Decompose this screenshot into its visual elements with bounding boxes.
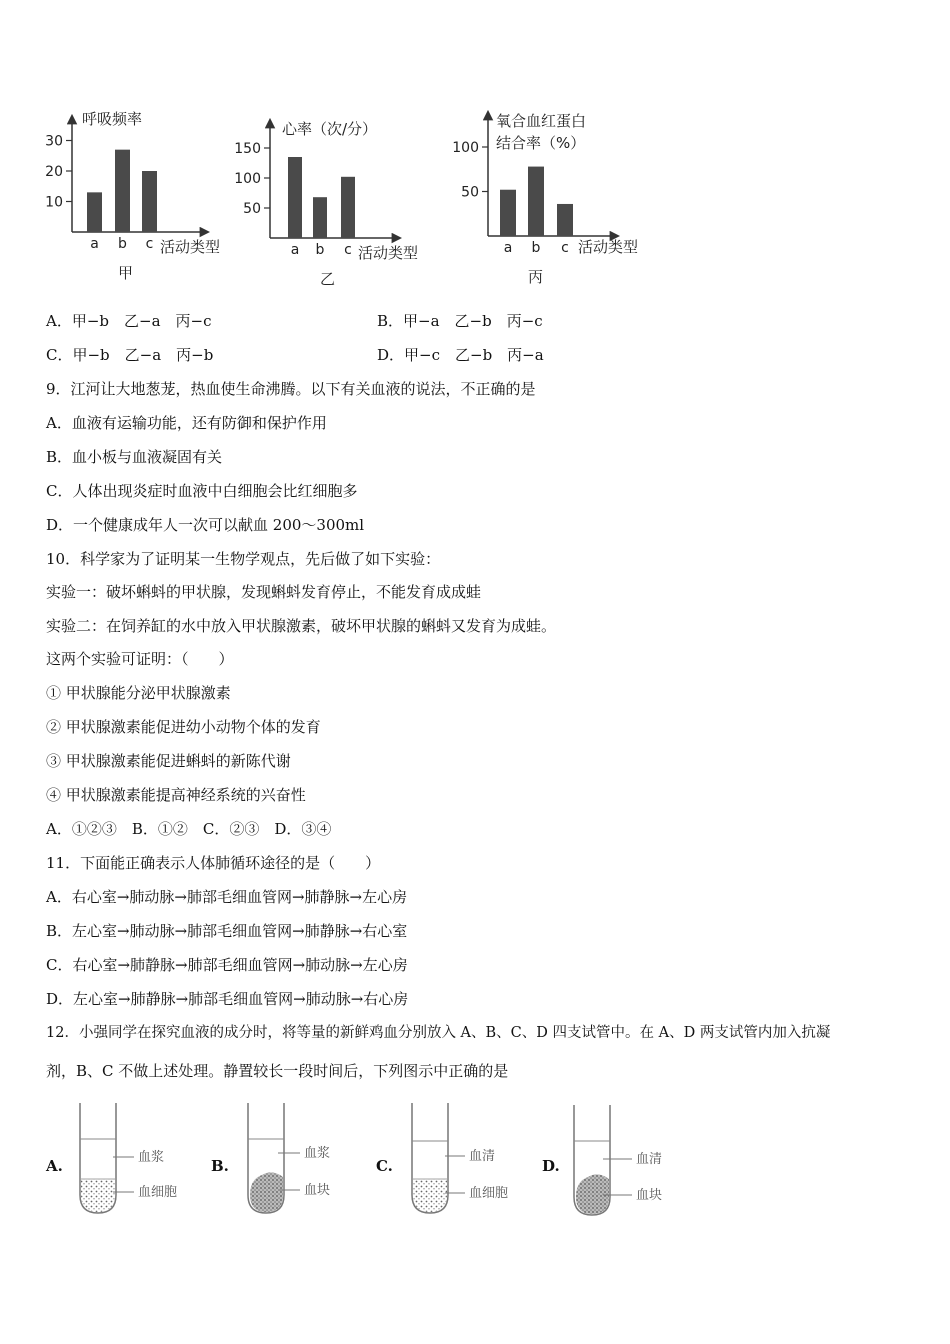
bing-bar-c xyxy=(557,204,573,236)
yi-bar-c xyxy=(341,177,355,238)
chart-jia xyxy=(45,110,220,282)
tube-c-bottom-label: 血细胞 xyxy=(469,1186,509,1201)
jia-bar-b xyxy=(115,150,130,232)
tube-d xyxy=(574,1105,662,1215)
yi-bar-b xyxy=(313,197,327,238)
jia-category-label: a xyxy=(90,236,99,252)
activity-charts xyxy=(0,0,950,300)
yi-category-label: c xyxy=(344,242,352,258)
q12-tube-d-letter: D. xyxy=(542,1157,560,1175)
q9-option-d: D．一个健康成年人一次可以献血 200～300ml xyxy=(46,516,365,534)
q10-options: A．①②③ B．①② C．②③ D．③④ xyxy=(46,820,332,838)
yi-tick-label: 150 xyxy=(234,141,261,157)
yi-ylabel: 心率（次/分） xyxy=(282,120,378,138)
q11-option-b: B．左心室→肺动脉→肺部毛细血管网→肺静脉→右心室 xyxy=(46,922,408,940)
q10-prompt: 这两个实验可证明：（ ） xyxy=(46,650,234,668)
jia-tick-label: 20 xyxy=(45,164,63,180)
bing-xlabel: 活动类型 xyxy=(578,238,639,256)
q10-statement-2: ② 甲状腺激素能促进幼小动物个体的发育 xyxy=(46,718,321,736)
tube-d-bottom-label: 血块 xyxy=(636,1188,663,1203)
jia-category-label: b xyxy=(118,236,127,252)
q10-experiment-1: 实验一：破坏蝌蚪的甲状腺，发现蝌蚪发育停止，不能发育成成蛙 xyxy=(46,583,482,601)
q8-option-b: B．甲−a 乙−b 丙−c xyxy=(377,312,543,330)
q8-option-c: C．甲−b 乙−a 丙−b xyxy=(46,346,214,364)
q12-tubes-figure xyxy=(0,1095,950,1245)
bing-caption: 丙 xyxy=(528,268,544,286)
q10-stem: 10．科学家为了证明某一生物学观点，先后做了如下实验： xyxy=(46,550,441,568)
jia-bar-c xyxy=(142,171,157,232)
yi-tick-label: 50 xyxy=(243,201,261,217)
jia-tick-label: 30 xyxy=(45,133,63,150)
bing-category-label: b xyxy=(531,240,541,256)
jia-ylabel: 呼吸频率 xyxy=(82,110,143,128)
bing-tick-label: 100 xyxy=(452,140,479,156)
bing-ylabel-line2: 结合率（%） xyxy=(496,134,586,152)
q11-stem: 11．下面能正确表示人体肺循环途径的是（ ） xyxy=(46,854,381,872)
tube-b-bottom-label: 血块 xyxy=(304,1183,331,1198)
q10-statement-3: ③ 甲状腺激素能促进蝌蚪的新陈代谢 xyxy=(46,752,291,770)
q12-tube-b-letter: B. xyxy=(211,1157,229,1175)
jia-category-label: c xyxy=(145,236,154,252)
jia-tick-label: 10 xyxy=(45,194,63,211)
q12-stem-line1: 12．小强同学在探究血液的成分时，将等量的新鲜鸡血分别放入 A、B、C、D 四支试管中。在 A、D 两支试管内加入抗凝 xyxy=(46,1025,831,1041)
chart-yi xyxy=(234,120,418,288)
yi-bar-a xyxy=(288,157,302,238)
tube-a-bottom-label: 血细胞 xyxy=(138,1185,178,1200)
tube-d-top-label: 血清 xyxy=(636,1152,663,1167)
q9-stem: 9．江河让大地葱茏，热血使生命沸腾。以下有关血液的说法，不正确的是 xyxy=(46,380,536,398)
q10-experiment-2: 实验二：在饲养缸的水中放入甲状腺激素，破坏甲状腺的蝌蚪又发育为成蛙。 xyxy=(46,617,557,635)
yi-category-label: b xyxy=(315,242,325,258)
q11-option-c: C．右心室→肺静脉→肺部毛细血管网→肺动脉→左心房 xyxy=(46,956,408,974)
q12-tube-a-letter: A. xyxy=(46,1157,63,1175)
jia-caption: 甲 xyxy=(118,264,134,282)
q8-option-a: A．甲−b 乙−a 丙−c xyxy=(46,312,212,330)
q12-tube-c-letter: C. xyxy=(376,1157,393,1175)
yi-caption: 乙 xyxy=(320,270,336,288)
chart-bing xyxy=(452,112,638,286)
bing-ylabel-line1: 氧合血红蛋白 xyxy=(496,112,587,130)
q10-statement-1: ① 甲状腺能分泌甲状腺激素 xyxy=(46,684,231,702)
yi-category-label: a xyxy=(290,242,300,258)
bing-category-label: a xyxy=(503,240,513,256)
q9-option-b: B．血小板与血液凝固有关 xyxy=(46,448,223,466)
tube-a xyxy=(80,1103,177,1213)
bing-category-label: c xyxy=(561,240,569,256)
tube-a-top-label: 血浆 xyxy=(138,1150,165,1165)
tube-b xyxy=(248,1103,330,1213)
tube-c xyxy=(412,1103,508,1213)
bing-bar-a xyxy=(500,190,516,236)
q11-option-d: D．左心室→肺静脉→肺部毛细血管网→肺动脉→右心房 xyxy=(46,990,409,1008)
yi-tick-label: 100 xyxy=(234,171,261,187)
q12-stem-line2: 剂，B、C 不做上述处理。静置较长一段时间后，下列图示中正确的是 xyxy=(46,1062,509,1080)
q10-statement-4: ④ 甲状腺激素能提高神经系统的兴奋性 xyxy=(46,786,306,804)
yi-xlabel: 活动类型 xyxy=(358,244,419,262)
jia-xlabel: 活动类型 xyxy=(160,238,221,256)
bing-tick-label: 50 xyxy=(461,184,479,201)
q11-option-a: A．右心室→肺动脉→肺部毛细血管网→肺静脉→左心房 xyxy=(46,888,408,906)
tube-c-top-label: 血清 xyxy=(469,1149,496,1164)
bing-bar-b xyxy=(528,167,544,236)
q9-option-a: A．血液有运输功能，还有防御和保护作用 xyxy=(46,414,327,432)
q9-option-c: C．人体出现炎症时血液中白细胞会比红细胞多 xyxy=(46,482,358,500)
jia-bar-a xyxy=(87,192,102,232)
tube-b-top-label: 血浆 xyxy=(304,1146,331,1161)
q8-option-d: D．甲−c 乙−b 丙−a xyxy=(377,346,544,364)
